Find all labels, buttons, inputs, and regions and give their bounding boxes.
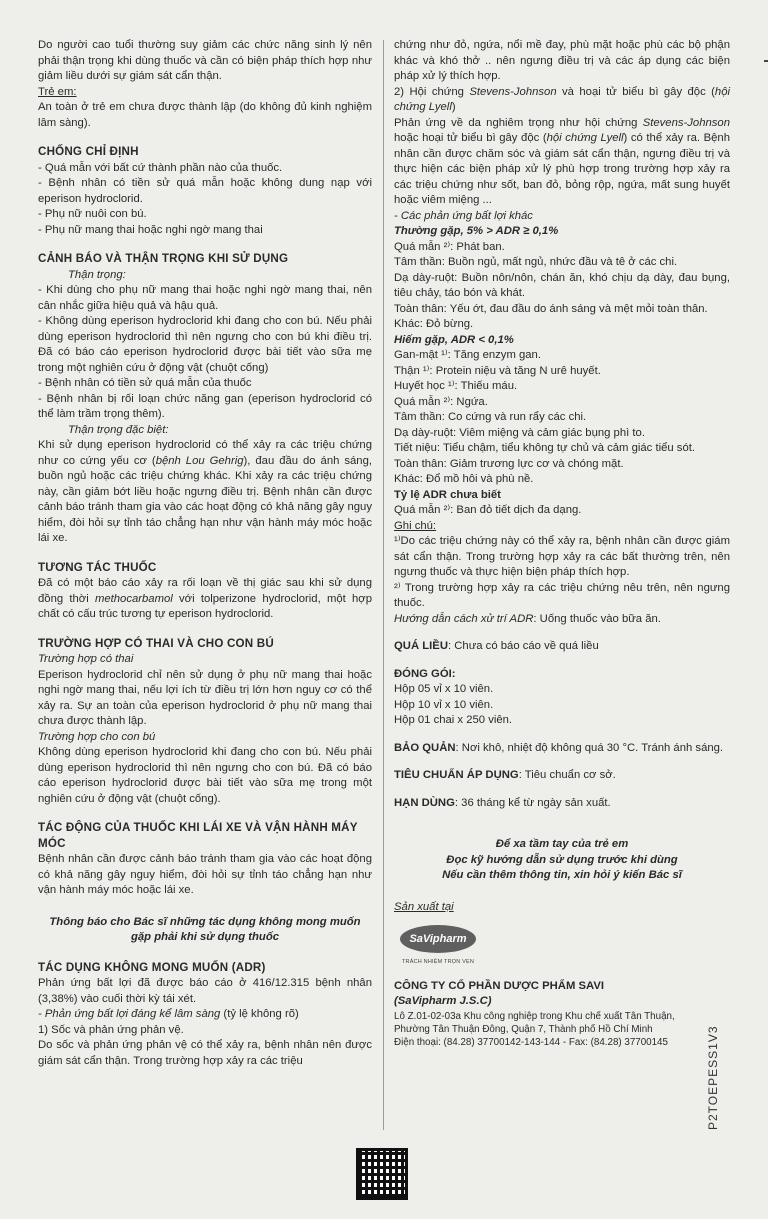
overdose: QUÁ LIỀU: Chưa có báo cáo về quá liều <box>394 640 599 652</box>
adr-rare-item: Tâm thần: Co cứng và run rẩy các chi. <box>394 411 587 423</box>
frequency-unknown: Tỷ lệ ADR chưa biết <box>394 488 501 501</box>
adr-title: TÁC DỤNG KHÔNG MONG MUỐN (ADR) <box>38 960 266 974</box>
frequency-rare: Hiếm gặp, ADR < 0,1% <box>394 333 514 346</box>
storage: BẢO QUẢN: Nơi khô, nhiệt độ không quá 30 °C. Tránh ánh sáng. <box>394 741 724 754</box>
adr-continued-text: chứng như đỏ, ngứa, nổi mề đay, phù mặt hoặc phù các bộ phận khác và khó thở .. nên ngưng điều trị và các áp dụng các biện pháp xử lý thích hợp. <box>394 39 730 82</box>
column-divider <box>383 40 384 1130</box>
adr-rare-item: Toàn thân: Giảm trương lực cơ và chóng mặt. <box>394 457 624 470</box>
company-name: CÔNG TY CỔ PHẦN DƯỢC PHẨM SAVI <box>394 979 605 992</box>
children-label: Trẻ em: <box>38 85 77 98</box>
read-instructions-warning: Đọc kỹ hướng dẫn sử dụng trước khi dùng <box>446 853 678 866</box>
doctor-notice: Thông báo cho Bác sĩ những tác dụng không mong muốn gặp phải khi sử dụng thuốc <box>49 915 361 943</box>
company-address-1: Lô Z.01-02-03a Khu công nghiệp trong Khu chế xuất Tân Thuận, <box>394 1010 675 1022</box>
company-phone: Điện thoại: (84.28) 37700142-143-144 - Fax: (84.28) 37700145 <box>394 1036 668 1048</box>
adr-guidance: Hướng dẫn cách xử trí ADR: Uống thuốc vào bữa ăn. <box>394 612 661 625</box>
packaging-item: Hộp 10 vỉ x 10 viên. <box>394 698 494 711</box>
contra-item: - Phụ nữ nuôi con bú. <box>38 208 147 220</box>
adr-common-item: Khác: Đỏ bừng. <box>394 318 474 330</box>
contraindications-title: CHỐNG CHỈ ĐỊNH <box>38 145 139 158</box>
lactation-text: Không dùng eperison hydroclorid khi đang cho con bú. Nếu phải dùng eperison hydroclorid thì nên ngưng cho con bú. Đã có báo cáo eperison hydroclorid được bài tiết vào sữa mẹ trong một nghiên cứu ở động vật (chuột cống). <box>38 746 372 805</box>
packaging-item: Hộp 01 chai x 250 viên. <box>394 714 513 726</box>
adr-rare-item: Gan-mật ¹⁾: Tăng enzym gan. <box>394 349 541 361</box>
standard: TIÊU CHUẨN ÁP DỤNG: Tiêu chuẩn cơ sở. <box>394 769 616 781</box>
adr-text: Phản ứng bất lợi đã được báo cáo ở 416/12.315 bệnh nhân (3,38%) vào cuối thời kỳ tái xét. <box>38 977 372 1005</box>
adr-shock-title: 1) Sốc và phản ứng phản vệ. <box>38 1023 184 1036</box>
pregnancy-title: TRƯỜNG HỢP CÓ THAI VÀ CHO CON BÚ <box>38 636 274 650</box>
driving-text: Bệnh nhân cần được cảnh báo tránh tham gia vào các hoạt động có khả năng gây nguy hiểm, đòi hỏi sự tỉnh táo chẳng hạn như vận hành máy móc hoặc lái xe. <box>38 853 372 896</box>
adr-significant: - Phản ứng bất lợi đáng kể lâm sàng (tỷ lệ không rõ) <box>38 1008 299 1020</box>
fold-mark <box>764 60 768 62</box>
adr-rare-item: Khác: Đổ mồ hôi và phù nề. <box>394 473 534 485</box>
adr-common-item: Tâm thần: Buồn ngủ, mất ngủ, nhức đầu và tê ở các chi. <box>394 256 678 268</box>
adr-sjs-title: 2) Hội chứng Stevens-Johnson và hoại tử biểu bì gây độc (hội chứng Lyell) <box>394 85 730 113</box>
driving-title: TÁC ĐỘNG CỦA THUỐC KHI LÁI XE VÀ VẬN HÀNH MÁY MÓC <box>38 821 358 850</box>
adr-common-item: Dạ dày-ruột: Buồn nôn/nôn, chán ăn, khó chịu dạ dày, đau bụng, tiêu chảy, táo bón và khát. <box>394 271 730 299</box>
qr-code <box>356 1148 408 1200</box>
interactions-title: TƯƠNG TÁC THUỐC <box>38 560 157 574</box>
frequency-common: Thường gặp, 5% > ADR ≥ 0,1% <box>394 225 559 237</box>
note-1: ¹⁾Do các triệu chứng này có thể xảy ra, bệnh nhân cần được giám sát cẩn thận. Trong trường hợp xảy ra các bất thường trên, nên ngưng thuốc và thực hiện biện pháp thích hợp. <box>394 535 730 578</box>
warning-item: - Khi dùng cho phụ nữ mang thai hoặc nghi ngờ mang thai, nên cân nhắc giữa hiệu quả và hậu quả. <box>38 284 372 312</box>
interactions-text: Đã có một báo cáo xảy ra rối loạn về thị giác sau khi sử dụng đồng thời methocarbamol với tolperizone hydroclorid, một hợp chất có cấu trúc tương tự eperison hydroclorid. <box>38 577 372 620</box>
other-adr-label: - Các phản ứng bất lợi khác <box>394 209 533 222</box>
contra-item: - Phụ nữ mang thai hoặc nghi ngờ mang thai <box>38 223 263 236</box>
left-column <box>38 38 372 1069</box>
warning-item: - Bệnh nhân bị rối loạn chức năng gan (eperison hydroclorid có thể làm trầm trọng thêm). <box>38 392 372 420</box>
logo-tagline: TRÁCH NHIỆM TRỌN VẸN <box>402 959 475 965</box>
adr-rare-item: Dạ dày-ruột: Viêm miệng và cảm giác bụng phì to. <box>394 426 645 439</box>
warning-item: - Bệnh nhân có tiền sử quá mẫn của thuốc <box>38 377 252 389</box>
made-at-label: Sản xuất tại <box>394 900 454 913</box>
company-short-name: (SaVipharm J.S.C) <box>394 995 492 1007</box>
adr-shock-text: Do sốc và phản ứng phản vệ có thể xảy ra, bệnh nhân nên được giám sát cẩn thận. Trong trường hợp xảy ra các triệu <box>38 1039 372 1067</box>
elderly-text: Do người cao tuổi thường suy giảm các chức năng sinh lý nên phải thận trọng khi dùng thuốc và cần có biện pháp thích hợp như giảm liều dưới sự giám sát cẩn thận. <box>38 39 372 82</box>
warnings-subtitle: Thận trọng: <box>68 268 126 281</box>
adr-rare-item: Huyết học ¹⁾: Thiếu máu. <box>394 380 518 392</box>
keep-away-warning: Để xa tầm tay của trẻ em <box>495 838 629 850</box>
special-caution-subtitle: Thận trọng đặc biệt: <box>68 423 169 436</box>
packaging-item: Hộp 05 vỉ x 10 viên. <box>394 683 494 695</box>
children-text: An toàn ở trẻ em chưa được thành lập (do không đủ kinh nghiệm lâm sàng). <box>38 101 372 129</box>
warning-item: - Không dùng eperison hydroclorid khi đang cho con bú. Nếu phải dùng eperison hydroclorid thì nên ngưng cho con bú khi điều trị. Đã có báo cáo eperison hydroclorid được bài tiết vào sữa mẹ trong một nghiên cứu ở động vật (chuột cống) <box>38 315 372 374</box>
expiry: HẠN DÙNG: 36 tháng kể từ ngày sản xuất. <box>394 796 611 809</box>
adr-sjs-text: Phản ứng về da nghiêm trọng như hội chứng Stevens-Johnson hoặc hoại tử biểu bì gây độc (hội chứng Lyell) có thể xảy ra. Bệnh nhân cần được chăm sóc và giám sát cẩn thận, ngưng điều trị và thực hiện các biện pháp xử lý phù hợp trong trường hợp xảy ra các triệu chứng như sốt, ban đỏ, bỏng rộp, ngứa, mất sung huyết hoặc viêm miệng ... <box>394 116 730 206</box>
adr-rare-item: Tiết niệu: Tiểu chậm, tiểu không tự chủ và cảm giác tiểu sót. <box>394 442 696 454</box>
adr-rare-item: Quá mẫn ²⁾: Ngứa. <box>394 395 488 408</box>
right-column <box>394 38 730 1049</box>
company-address-2: Phường Tân Thuận Đông, Quận 7, Thành phố Hồ Chí Minh <box>394 1023 653 1035</box>
adr-common-item: Quá mẫn ²⁾: Phát ban. <box>394 240 505 253</box>
notes-label: Ghi chú: <box>394 519 437 532</box>
ask-doctor-warning: Nếu cần thêm thông tin, xin hỏi ý kiến Bác sĩ <box>442 869 682 881</box>
packaging-title: ĐÓNG GÓI: <box>394 667 456 680</box>
pregnancy-subtitle: Trường hợp có thai <box>38 653 134 665</box>
note-2: ²⁾ Trong trường hợp xảy ra các triệu chứng nêu trên, nên ngưng thuốc. <box>394 581 730 609</box>
contra-item: - Bệnh nhân có tiền sử quá mẫn hoặc không dung nạp với eperison hydroclorid. <box>38 177 372 205</box>
document-code: P2TOEPESS1V3 <box>706 1025 720 1130</box>
adr-rare-item: Thận ¹⁾: Protein niệu và tăng N urê huyết. <box>394 364 601 377</box>
adr-common-item: Toàn thân: Yếu ớt, đau đầu do ánh sáng và mệt mỏi toàn thân. <box>394 302 708 315</box>
special-caution-text: Khi sử dụng eperison hydroclorid có thể xảy ra các triệu chứng như co cứng yếu cơ (bệnh Lou Gehrig), đau đầu do ánh sáng, buồn ngủ hoặc các triệu chứng khác. Khi xảy ra các triệu chứng này, cần giảm bớt liều hoặc ngưng điều trị. Bệnh nhân cần được cảnh báo tránh tham gia vào các hoạt động có khả năng gây nguy hiểm, đòi hỏi sự tỉnh táo chẳng hạn như vận hành máy móc hoặc lái xe. <box>38 439 373 544</box>
pregnancy-text: Eperison hydroclorid chỉ nên sử dụng ở phụ nữ mang thai hoặc nghi ngờ mang thai, nếu lợi ích từ điều trị lớn hơn nguy cơ có thể xảy ra. Sự an toàn của eperison hydroclorid ở phụ nữ mang thai chưa được thành lập. <box>38 668 372 727</box>
contra-item: - Quá mẫn với bất cứ thành phần nào của thuốc. <box>38 161 283 174</box>
adr-unknown-item: Quá mẫn ²⁾: Ban đỏ tiết dịch đa dạng. <box>394 504 582 516</box>
savipharm-logo: SaVipharm <box>400 925 476 953</box>
lactation-subtitle: Trường hợp cho con bú <box>38 730 156 743</box>
warnings-title: CẢNH BÁO VÀ THẬN TRỌNG KHI SỬ DỤNG <box>38 252 289 265</box>
